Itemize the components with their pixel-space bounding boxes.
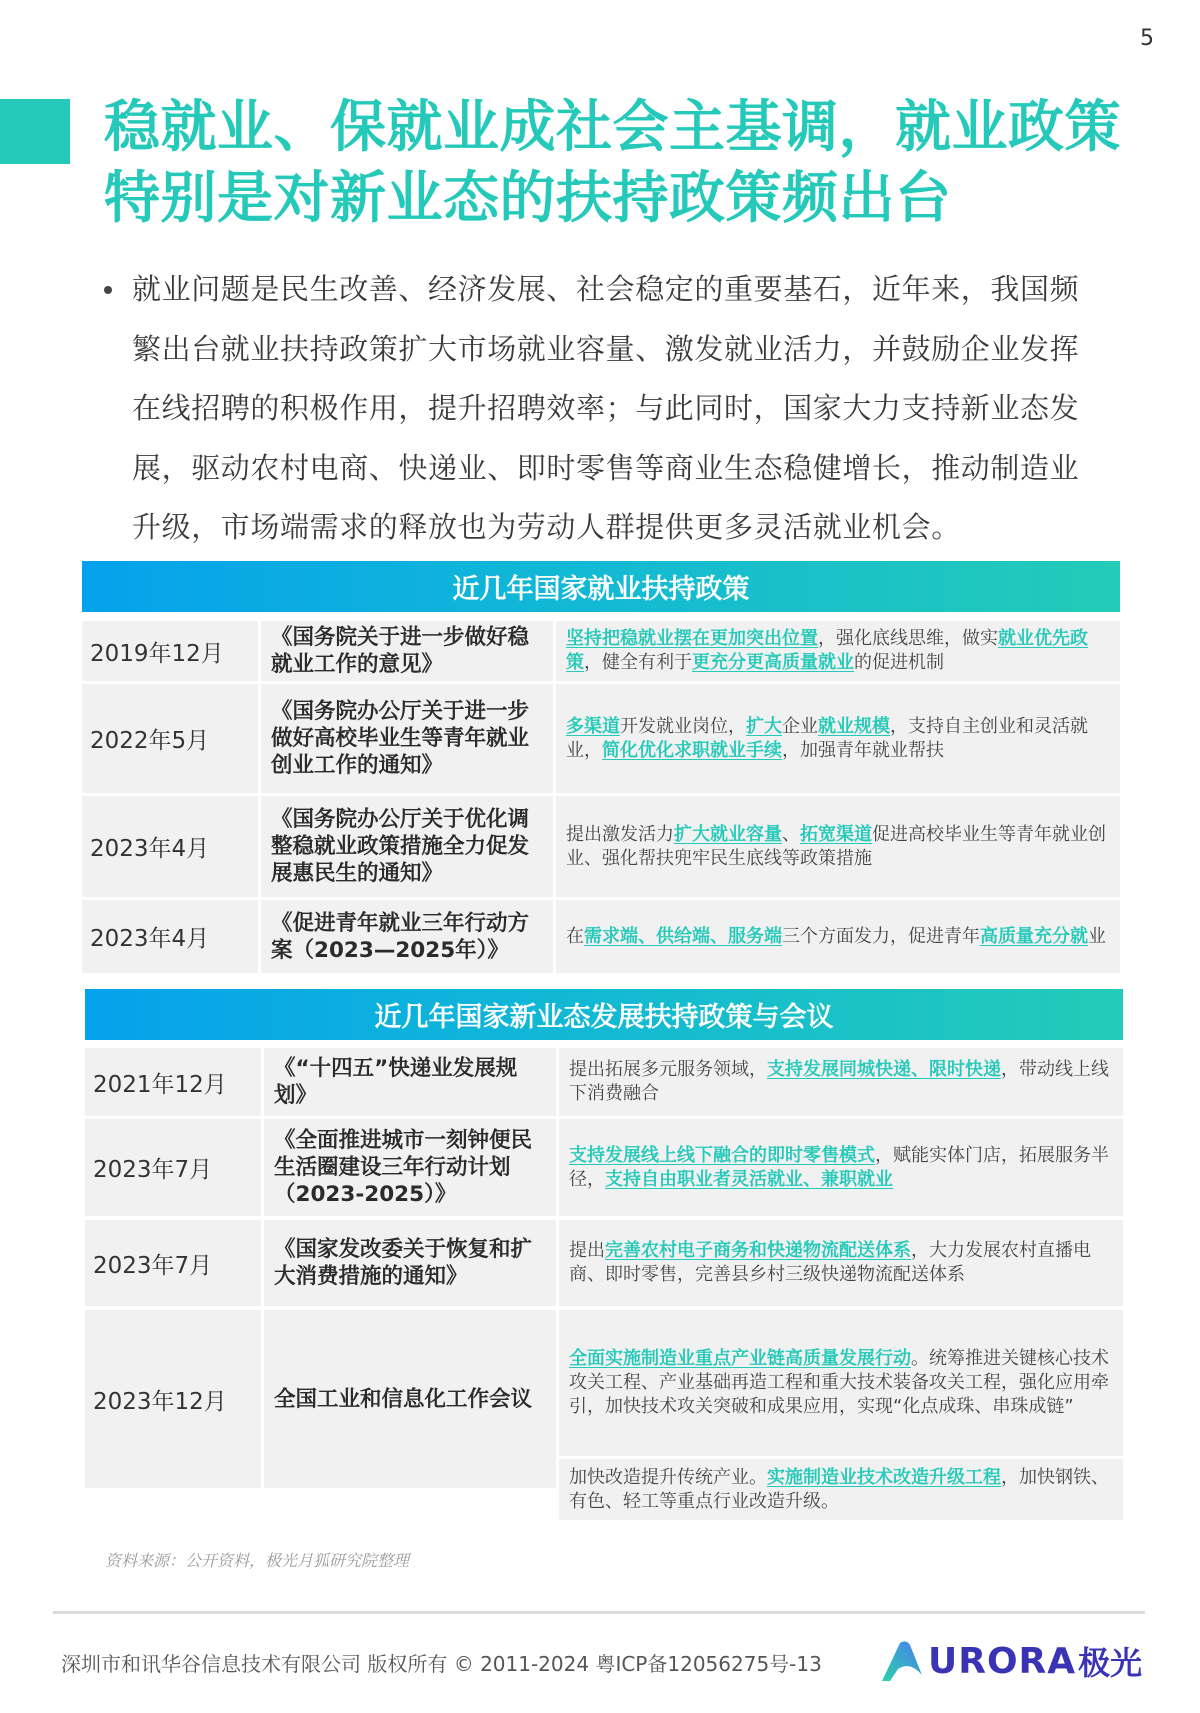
highlight-text: 完善农村电子商务和快递物流配送体系 — [605, 1240, 911, 1261]
table1-row2-desc — [556, 684, 1120, 793]
plain-text: ，支持自主创业和灵活就业， — [566, 715, 1088, 761]
table2-header: 近几年国家新业态发展扶持政策与会议 — [85, 989, 1123, 1040]
cell-text — [569, 1144, 1111, 1192]
title-accent-bar — [0, 99, 70, 164]
plain-text: ，加强青年就业帮扶 — [782, 739, 944, 761]
plain-text: 、 — [782, 823, 800, 845]
table2-row3-doc: 《国家发改委关于恢复和扩大消费措施的通知》 — [264, 1220, 556, 1306]
table1-row4-date: 2023年4月 — [82, 900, 258, 973]
highlight-text: 实施制造业技术改造升级工程 — [767, 1466, 1001, 1488]
table2-row4-doc: 全国工业和信息化工作会议 — [264, 1310, 556, 1488]
plain-text: 业 — [1088, 925, 1106, 947]
plain-text: 加快改造提升传统产业。 — [569, 1466, 767, 1488]
cell-text — [569, 1239, 1111, 1287]
table1-row2-date: 2022年5月 — [82, 684, 258, 793]
plain-text: 企业 — [782, 715, 818, 737]
table1-row2-doc: 《国务院办公厅关于进一步做好高校毕业生等青年就业创业工作的通知》 — [261, 684, 553, 793]
plain-text: ，加快钢铁、有色、轻工等重点行业改造升级。 — [569, 1466, 1109, 1512]
highlight-text: 扩大 — [746, 715, 782, 737]
highlight-text: 支持发展线上线下融合的即时零售模式 — [569, 1144, 875, 1166]
table2-row3-desc — [559, 1220, 1123, 1306]
table1-row4-desc — [556, 900, 1120, 973]
highlight-text: 高质量充分就 — [980, 925, 1088, 947]
highlight-text: 支持发展同城快递、限时快递 — [767, 1059, 1001, 1080]
plain-text: 开发就业岗位， — [620, 715, 746, 737]
logo-wordmark: URORA — [928, 1640, 1077, 1682]
source-note: 资料来源：公开资料，极光月狐研究院整理 — [105, 1551, 410, 1570]
highlight-text: 坚持把稳就业摆在更加突出位置 — [566, 628, 818, 649]
table2-row2-doc: 《全面推进城市一刻钟便民生活圈建设三年行动计划（2023-2025）》 — [264, 1119, 556, 1216]
table2-row3-date: 2023年7月 — [85, 1220, 261, 1306]
plain-text: 的促进机制 — [854, 652, 944, 673]
table1-header: 近几年国家就业扶持政策 — [82, 561, 1120, 612]
highlight-text: 需求端、供给端、服务端 — [584, 925, 782, 947]
logo-chinese: 极光 — [1078, 1644, 1143, 1682]
footer-copyright: 深圳市和讯华谷信息技术有限公司 版权所有 © 2011-2024 粤ICP备12056275号-13 — [61, 1652, 822, 1676]
highlight-text: 拓宽渠道 — [800, 823, 872, 845]
plain-text: ，健全有利于 — [584, 652, 692, 673]
plain-text: 提出激发活力 — [566, 823, 674, 845]
page-title: 稳就业、保就业成社会主基调，就业政策特别是对新业态的扶持政策频出台 — [104, 95, 1121, 231]
table1-row4-doc: 《促进青年就业三年行动方案（2023—2025年）》 — [261, 900, 553, 973]
plain-text: ，赋能实体门店，拓展服务半径， — [569, 1144, 1109, 1190]
highlight-text: 全面实施制造业重点产业链高质量发展行动 — [569, 1348, 911, 1369]
page-number: 5 — [1140, 26, 1154, 51]
plain-text: 在 — [566, 925, 584, 947]
highlight-text: 简化优化求职就业手续 — [602, 739, 782, 761]
table1-row1-desc — [556, 621, 1120, 681]
highlight-text: 就业规模 — [818, 715, 890, 737]
plain-text: 三个方面发力，促进青年 — [782, 925, 980, 947]
plain-text: 促进高校毕业生等青年就业创业、强化帮扶兜牢民生底线等政策措施 — [566, 823, 1106, 869]
footer-divider — [53, 1611, 1145, 1614]
table2-row2-date: 2023年7月 — [85, 1119, 261, 1216]
highlight-text: 多渠道 — [566, 715, 620, 737]
table2-row2-desc — [559, 1119, 1123, 1216]
cell-text — [569, 1058, 1111, 1106]
table2-row1-doc: 《“十四五”快递业发展规划》 — [264, 1048, 556, 1116]
table2-row4-desc — [559, 1310, 1123, 1456]
cell-text — [566, 715, 1108, 763]
table2-row1-date: 2021年12月 — [85, 1048, 261, 1116]
cell-text — [566, 925, 1106, 949]
cell-text — [569, 1347, 1111, 1419]
plain-text: 提出 — [569, 1240, 605, 1261]
plain-text: 提出拓展多元服务领域， — [569, 1059, 767, 1080]
highlight-text: 扩大就业容量 — [674, 823, 782, 845]
plain-text: ，大力发展农村直播电商、即时零售，完善县乡村三级快递物流配送体系 — [569, 1240, 1091, 1285]
plain-text: 。统筹推进关键核心技术攻关工程、产业基础再造工程和重大技术装备攻关工程，强化应用牵引，加快技术攻关突破和成果应用，实现“化点成珠、串珠成链” — [569, 1348, 1109, 1417]
bullet-icon — [104, 286, 112, 294]
table2-row4-date: 2023年12月 — [85, 1310, 261, 1488]
aurora-a-icon — [880, 1639, 924, 1683]
table1-row3-desc — [556, 796, 1120, 897]
highlight-text: 更充分更高质量就业 — [692, 652, 854, 673]
table1-row1-doc: 《国务院关于进一步做好稳就业工作的意见》 — [261, 621, 553, 681]
highlight-text: 就业优先政策 — [566, 628, 1088, 673]
intro-text: 就业问题是民生改善、经济发展、社会稳定的重要基石，近年来，我国频繁出台就业扶持政策扩大市场就业容量、激发就业活力，并鼓励企业发挥在线招聘的积极作用，提升招聘效率；与此同时，国家大力支持新业态发展，驱动农村电商、快递业、即时零售等商业生态稳健增长，推动制造业升级，市场端需求的释放也为劳动人群提供更多灵活就业机会。 — [132, 272, 1080, 544]
cell-text — [566, 823, 1108, 871]
cell-text — [569, 1466, 1111, 1514]
table1-row3-doc: 《国务院办公厅关于优化调整稳就业政策措施全力促发展惠民生的通知》 — [261, 796, 553, 897]
intro-bullet — [104, 260, 1104, 558]
table1-row1-date: 2019年12月 — [82, 621, 258, 681]
cell-text — [566, 627, 1108, 675]
table2-row4-desc2 — [559, 1459, 1123, 1520]
table2-row1-desc — [559, 1048, 1123, 1116]
highlight-text: 支持自由职业者灵活就业、兼职就业 — [605, 1168, 893, 1190]
table1-row3-date: 2023年4月 — [82, 796, 258, 897]
aurora-logo — [880, 1638, 1142, 1684]
plain-text: ，带动线上线下消费融合 — [569, 1059, 1109, 1104]
plain-text: ，强化底线思维，做实 — [818, 628, 998, 649]
